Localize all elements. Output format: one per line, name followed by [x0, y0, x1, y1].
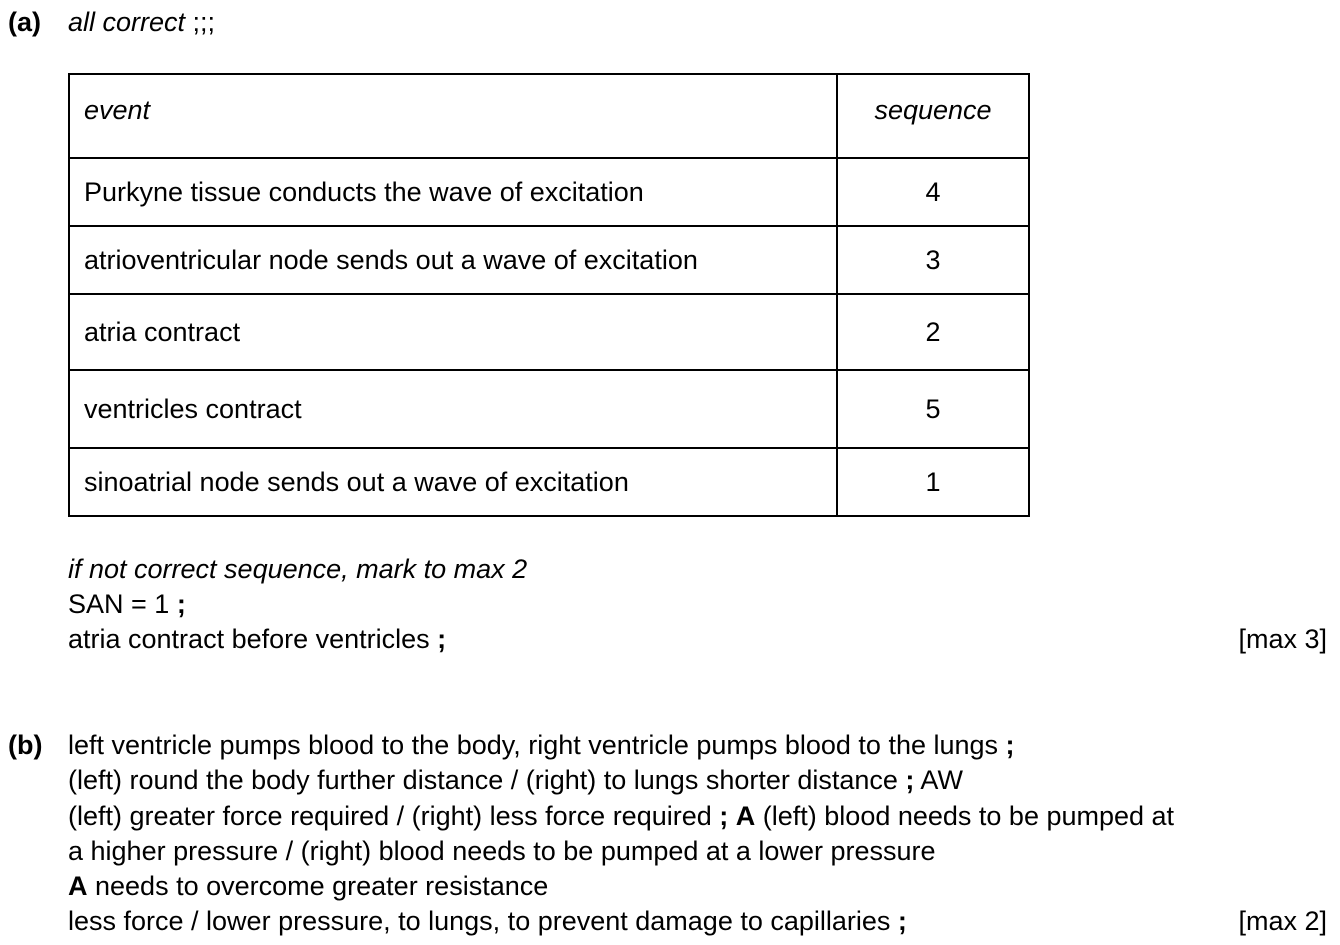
part-b-line-3 [68, 803, 1329, 830]
part-b-line-2 [68, 767, 963, 794]
accept-marker: A [735, 801, 756, 831]
mark-separator: ; [176, 589, 186, 619]
mark-separator: ; [719, 801, 729, 831]
part-b-line-3-text: (left) greater force required / (right) less force required [68, 801, 720, 831]
part-b-line-1-text: left ventricle pumps blood to the body, right ventricle pumps blood to the lungs [68, 730, 1006, 760]
sequence-table [68, 73, 1030, 517]
part-b-max-marks: [max 2] [1238, 906, 1327, 936]
part-b-label: (b) [8, 730, 43, 760]
accept-marker: A [68, 871, 88, 901]
part-b-line-1 [68, 732, 1015, 759]
table-row [69, 294, 1029, 370]
part-a-intro [68, 9, 215, 36]
mark-separator: ; [1005, 730, 1015, 760]
event-cell: ventricles contract [69, 370, 837, 448]
header-sequence: sequence [837, 74, 1029, 158]
sequence-cell: 1 [837, 448, 1029, 516]
part-a-intro-text: all correct [68, 7, 186, 37]
part-b-line-2-text: (left) round the body further distance / (right) to lungs shorter distance [68, 765, 906, 795]
event-cell: sinoatrial node sends out a wave of excitation [69, 448, 837, 516]
sequence-cell: 5 [837, 370, 1029, 448]
part-b-line-6-text: less force / lower pressure, to lungs, to prevent damage to capillaries [68, 906, 898, 936]
part-a-max-marks: [max 3] [1238, 624, 1327, 654]
part-a-line-2-text: atria contract before ventricles [68, 624, 438, 654]
sequence-cell: 4 [837, 158, 1029, 226]
table-header-row [69, 74, 1029, 158]
part-a-line-1-text: SAN = 1 [68, 589, 177, 619]
sequence-cell: 3 [837, 226, 1029, 294]
header-event: event [69, 74, 837, 158]
table-row [69, 370, 1029, 448]
part-b-line-5-text: needs to overcome greater resistance [87, 871, 549, 901]
table-row [69, 226, 1029, 294]
part-a-note: if not correct sequence, mark to max 2 [68, 554, 528, 584]
part-b-line-5 [68, 873, 548, 900]
part-a-line-1 [68, 591, 186, 618]
part-a-label: (a) [8, 7, 41, 37]
part-a-line-2 [68, 626, 446, 653]
mark-separator: ; [897, 906, 907, 936]
part-a-intro-marks: ;;; [185, 7, 216, 37]
part-b-line-2-tail: AW [914, 765, 963, 795]
event-cell: Purkyne tissue conducts the wave of excitation [69, 158, 837, 226]
sequence-cell: 2 [837, 294, 1029, 370]
part-b-line-6 [68, 908, 907, 935]
table-row [69, 448, 1029, 516]
table-row [69, 158, 1029, 226]
mark-separator: ; [905, 765, 915, 795]
mark-separator: ; [437, 624, 447, 654]
part-b-line-3-tail: (left) blood needs to be pumped at [755, 801, 1175, 831]
event-cell: atrioventricular node sends out a wave of excitation [69, 226, 837, 294]
part-b-line-4: a higher pressure / (right) blood needs to be pumped at a lower pressure [68, 836, 936, 866]
event-cell: atria contract [69, 294, 837, 370]
